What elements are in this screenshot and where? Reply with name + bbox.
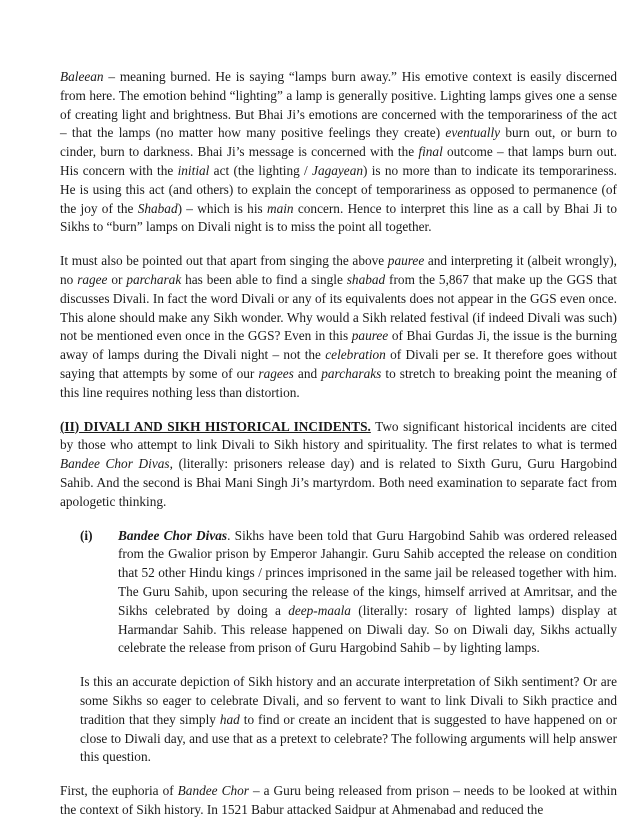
section-heading: (II) DIVALI AND SIKH HISTORICAL INCIDENTS xyxy=(60,418,368,434)
paragraph-ggs-divali: It must also be pointed out that apart from singing the above pauree and interpreting it (albeit wrongly), no ragee or parcharak has been able to find a single shabad from the 5,867 that make up the GGS that discusses Divali. In fact the word Divali or any of its equivalents does not appear in the GGS even once. This alone should make any Sikh wonder. Why would a Sikh related festival (if indeed Divali was such) not be mentioned even once in the GGS? Even in this pauree of Bhai Gurdas Ji, the issue is the burning away of lamps during the Divali night – not the celebration of Divali per se. It therefore goes without saying that attempts by some of our ragees and parcharaks to stretch to breaking point the meaning of this line requires nothing less than distortion. xyxy=(60,253,617,400)
paragraph-euphoria: First, the euphoria of Bandee Chor – a Guru being released from prison – needs to be looked at within the context of Sikh history. In 1521 Babur attacked Saidpur at Ahmenabad and reduced the xyxy=(60,783,617,817)
list-item-bandee-chor xyxy=(80,527,617,659)
paragraph-accuracy-question: Is this an accurate depiction of Sikh history and an accurate interpretation of Sikh sentiment? Or are some Sikhs so eager to celebrate Divali, and so fervent to want to link Divali to Sikh practice and tradition that they simply had to find or create an incident that is suggested to have happened on or close to Diwali day, and use that as a pretext to celebrate? The following arguments will help answer this question. xyxy=(80,674,617,765)
list-item-number: (i) xyxy=(80,527,93,543)
paragraph-historical-incidents: (II) DIVALI AND SIKH HISTORICAL INCIDENTS. Two significant historical incidents are cited by those who attempt to link Divali to Sikh history and spirituality. The first relates to what is termed Bandee Chor Divas, (literally: prisoners release day) and is related to Sixth Guru, Guru Hargobind Sahib. And the second is Bhai Mani Singh Ji’s martyrdom. Both need examination to separate fact from apologetic thinking. xyxy=(60,418,617,509)
list-item-text: Bandee Chor Divas. Sikhs have been told that Guru Hargobind Sahib was ordered released from the Gwalior prison by Emperor Jahangir. Guru Sahib accepted the release on condition that 52 other Hindu kings / princes imprisoned in the same jail be released together with him. The Guru Sahib, upon securing the release of the kings, himself arrived at Amritsar, and the Sikhs celebrated by doing a deep-maala (literally: rosary of lighted lamps) display at Harmandar Sahib. This release happened on Diwali day. So on Diwali day, Sikhs actually celebrate the release from prison of Guru Hargobind Sahib – by lighting lamps. xyxy=(118,527,618,656)
paragraph-temporariness: Baleean – meaning burned. He is saying “lamps burn away.” His emotive context is easily discerned from here. The emotion behind “lighting” a lamp is generally positive. Lighting lamps gives one a sense of creating light and brightness. But Bhai Ji’s emotions are concerned with the temporariness of the act – that the lamps (no matter how many positive feelings they create) eventually burn out, or burn to cinder, burn to darkness. Bhai Ji’s message is concerned with the final outcome – that lamps burn out. His concern with the initial act (the lighting / Jagayean) is no more than to indicate its temporariness. He is using this act (and others) to explain the concept of temporariness as opposed to permanence (of the joy of the Shabad) – which is his main concern. Hence to interpret this line as a call by Bhai Ji to Sikhs to “burn” lamps on Divali night is to miss the point all together. xyxy=(60,69,618,235)
